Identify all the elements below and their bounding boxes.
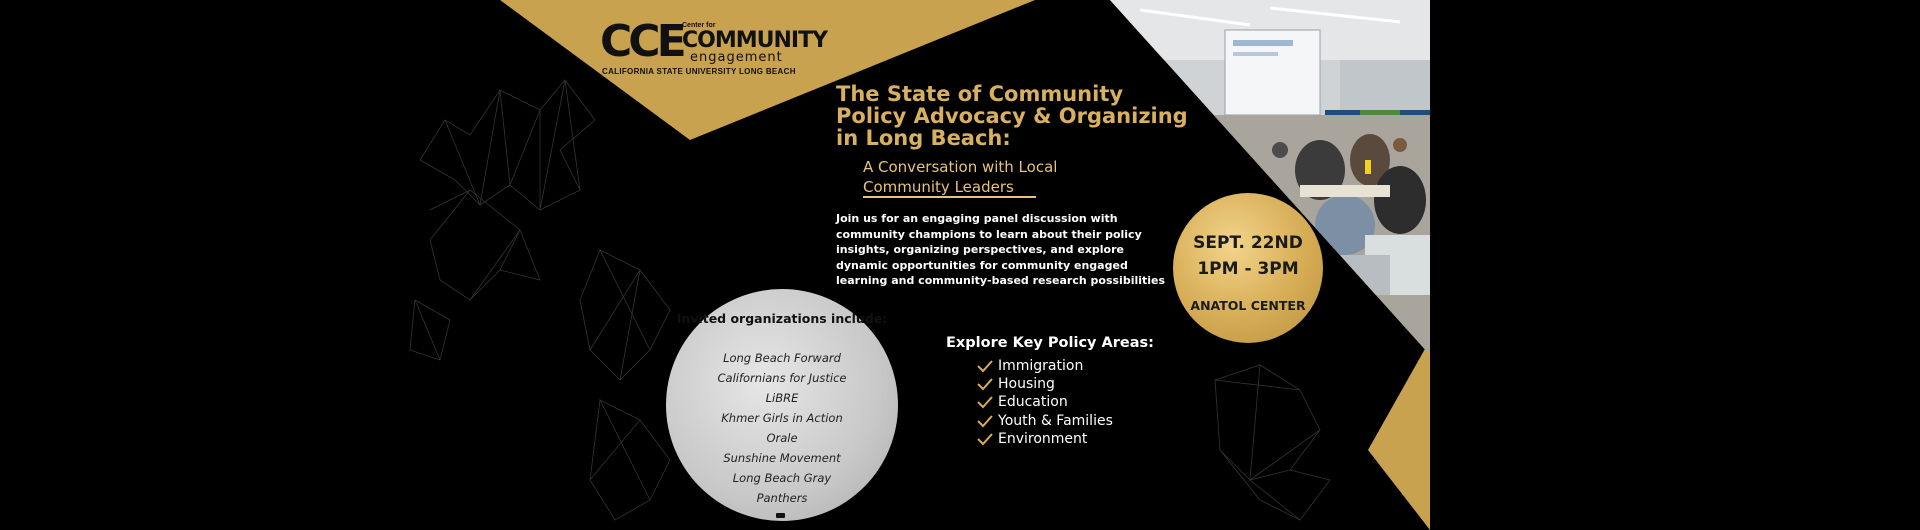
event-title: The State of Community Policy Advocacy & Organizing in Long Beach: [836, 82, 1188, 150]
gold-bottom-triangle [1368, 340, 1430, 530]
policy-item-label: Education [998, 394, 1068, 410]
more-indicator [776, 513, 785, 518]
organization-item: Long Beach Gray [732, 471, 832, 485]
check-icon [977, 395, 993, 409]
check-icon [977, 414, 993, 428]
policy-item-label: Environment [998, 431, 1088, 447]
polygon-mesh-left [410, 80, 670, 520]
policy-item-label: Housing [998, 376, 1055, 392]
organization-item: Panthers [756, 491, 808, 505]
event-subtitle: A Conversation with Local Community Leaders [863, 158, 1058, 196]
check-icon [977, 359, 993, 373]
policy-item-label: Immigration [998, 358, 1084, 374]
policy-areas-heading: Explore Key Policy Areas: [946, 335, 1154, 351]
check-icon [977, 432, 993, 446]
logo-community: COMMUNITY [682, 28, 828, 53]
event-time: 1PM - 3PM [1197, 259, 1299, 279]
organizations-heading: Invited organizations include: [676, 311, 888, 326]
organizations-circle [666, 289, 898, 521]
logo-center-for: Center for [682, 22, 716, 29]
organization-item: Orale [766, 431, 798, 445]
logo-engagement: engagement [690, 50, 783, 65]
organization-item: Californians for Justice [717, 371, 847, 385]
logo-university: CALIFORNIA STATE UNIVERSITY LONG BEACH [602, 67, 796, 76]
cce-logo [600, 16, 828, 78]
event-location: ANATOL CENTER [1190, 298, 1306, 313]
policy-item-label: Youth & Families [998, 413, 1113, 429]
logo-acronym: CCE [600, 16, 683, 67]
event-date: SEPT. 22ND [1193, 233, 1303, 253]
organization-item: Long Beach Forward [723, 351, 841, 365]
organization-item: Sunshine Movement [723, 451, 841, 465]
event-description: Join us for an engaging panel discussion with community champions to learn about their policy insights, organizing perspectives, and explore dynamic opportunities for community engaged learning and community-based research possibilities [836, 212, 1166, 287]
organization-item: Khmer Girls in Action [721, 411, 843, 425]
subtitle-underline [863, 196, 1036, 198]
organization-item: LiBRE [765, 391, 799, 405]
polygon-mesh-right [1215, 365, 1330, 520]
event-date-badge [1173, 193, 1323, 343]
check-icon [977, 377, 993, 391]
